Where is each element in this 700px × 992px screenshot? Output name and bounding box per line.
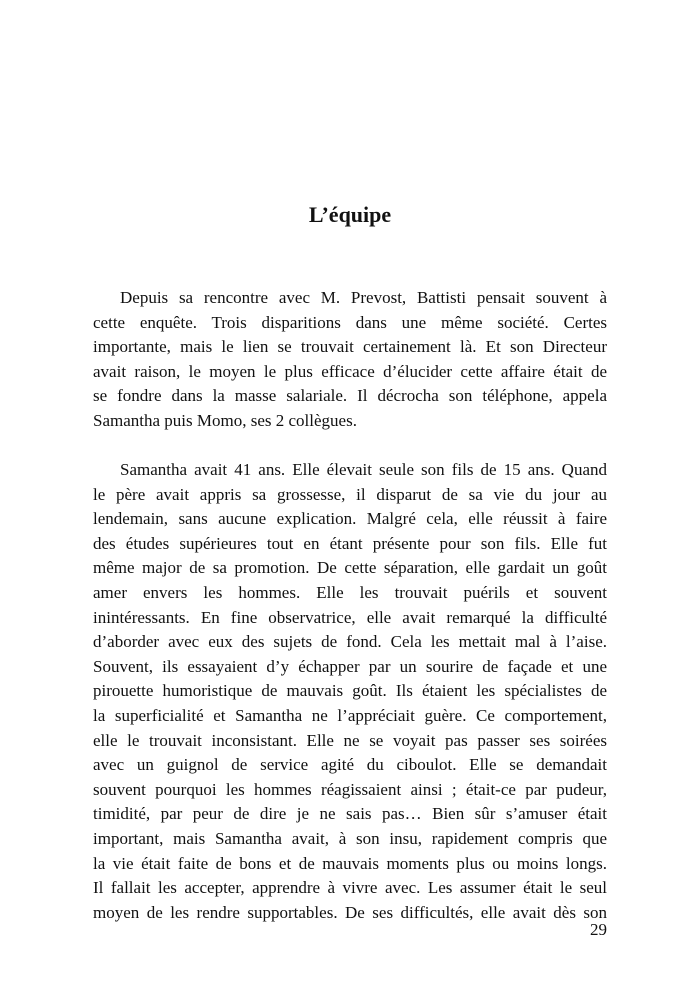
- text-line: Depuis sa rencontre avec M. Prevost, Battisti pensait souvent à: [120, 288, 607, 307]
- text-line: Il fallait les accepter, apprendre à vivre avec. Les assumer était le seul: [93, 878, 607, 898]
- text-line: moyen de les rendre supportables. De ses difficultés, elle avait dès son: [93, 902, 607, 922]
- text-line: Samantha puis Momo, ses 2 collègues.: [93, 410, 357, 430]
- text-line: important, mais Samantha avait, à son insu, rapidement compris que: [93, 828, 607, 848]
- text-line: avec un guignol de service agité du ciboulot. Elle se demandait: [93, 755, 607, 775]
- text-line: lendemain, sans aucune explication. Malgré cela, elle réussit à faire: [93, 509, 607, 529]
- text-line: la vie était faite de bons et de mauvais moments plus ou moins longs.: [93, 853, 607, 873]
- paragraph-2: [93, 458, 607, 925]
- text-line: importante, mais le lien se trouvait certainement là. Et son Directeur: [93, 337, 607, 357]
- text-line: amer envers les hommes. Elle les trouvait puérils et souvent: [93, 582, 607, 602]
- text-line: Samantha avait 41 ans. Elle élevait seule son fils de 15 ans. Quand: [120, 460, 607, 479]
- text-line: cette enquête. Trois disparitions dans une même société. Certes: [93, 312, 607, 332]
- text-line: pirouette humoristique de mauvais goût. Ils étaient les spécialistes de: [93, 681, 607, 701]
- text-line: souvent pourquoi les hommes réagissaient ainsi ; était-ce par pudeur,: [93, 779, 607, 799]
- text-line: avait raison, le moyen le plus efficace d’élucider cette affaire était de: [93, 361, 607, 381]
- text-line: Souvent, ils essayaient d’y échapper par un sourire de façade et une: [93, 656, 607, 676]
- text-line: même major de sa promotion. De cette séparation, elle gardait un goût: [93, 558, 607, 578]
- paragraph-1: [93, 286, 607, 434]
- text-line: la superficialité et Samantha ne l’appréciait guère. Ce comportement,: [93, 705, 607, 725]
- page-number: 29: [590, 920, 607, 939]
- text-line: timidité, par peur de dire je ne sais pas… Bien sûr s’amuser était: [93, 804, 607, 824]
- text-line: se fondre dans la masse salariale. Il décrocha son téléphone, appela: [93, 386, 607, 406]
- text-line: inintéressants. En fine observatrice, elle avait remarqué la difficulté: [93, 607, 607, 627]
- text-line: le père avait appris sa grossesse, il disparut de sa vie du jour au: [93, 484, 607, 504]
- text-line: d’aborder avec eux des sujets de fond. Cela les mettait mal à l’aise.: [93, 632, 607, 652]
- page-title: L’équipe: [308, 201, 392, 227]
- text-line: elle le trouvait inconsistant. Elle ne se voyait pas passer ses soirées: [93, 730, 607, 750]
- text-line: des études supérieures tout en étant présente pour son fils. Elle fut: [93, 533, 607, 553]
